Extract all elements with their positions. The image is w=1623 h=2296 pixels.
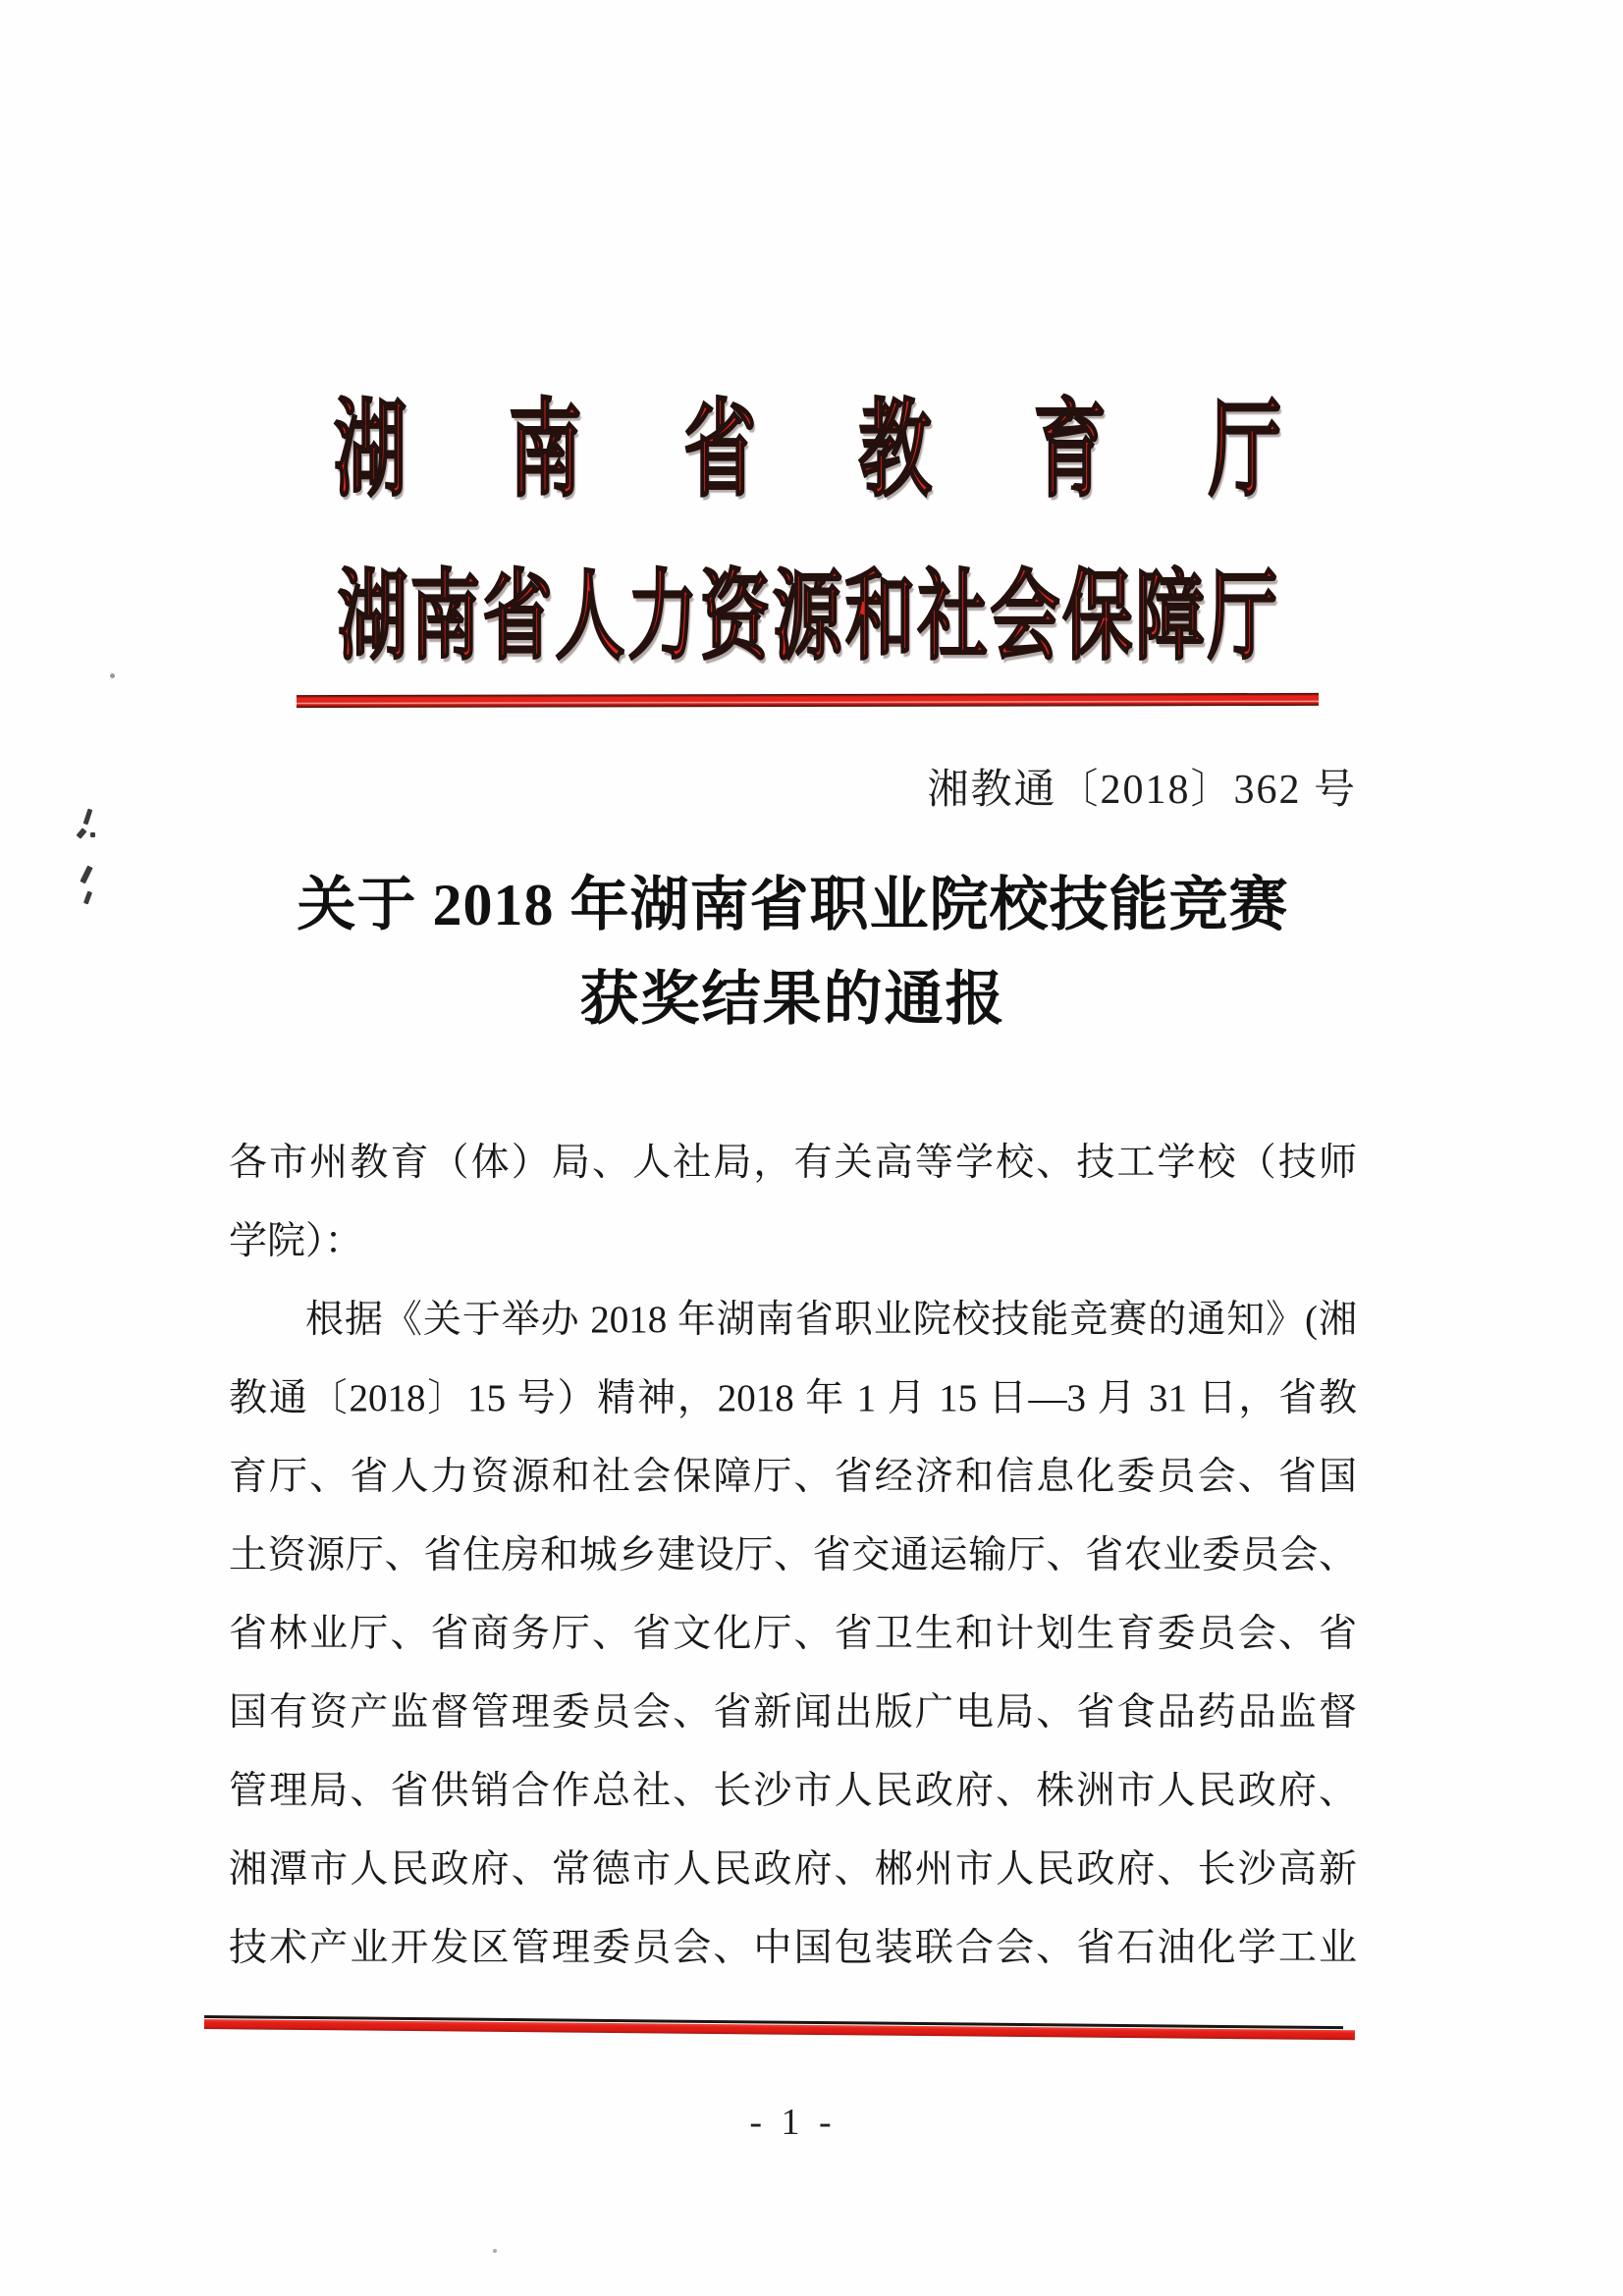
issuer-name-education-dept: 湖 南 省 教 育 厅 [334, 393, 1281, 510]
body-line: 各市州教育（体）局、人社局，有关高等学校、技工学校（技师 [229, 1142, 1357, 1184]
issuer-name-hr-social-security-dept: 湖 南 省 人 力 资 源 和 社 会 保 障 厅 [338, 564, 1277, 672]
body-line: 土资源厅、省住房和城乡建设厅、省交通运输厅、省农业委员会、 [229, 1534, 1357, 1576]
body-line: 湘潭市人民政府、常德市人民政府、郴州市人民政府、长沙高新 [229, 1848, 1357, 1891]
footer-separator-line [204, 2015, 1355, 2040]
body-line: 省林业厅、省商务厅、省文化厅、省卫生和计划生育委员会、省 [229, 1613, 1357, 1655]
scan-artifact [493, 2249, 497, 2253]
body-line: 学院）： [229, 1220, 363, 1262]
letterhead [297, 393, 1319, 672]
document-title-line2: 获奖结果的通报 [579, 967, 1006, 1032]
scan-artifact [110, 673, 115, 678]
pen-mark [83, 891, 92, 905]
body-line: 技术产业开发区管理委员会、中国包装联合会、省石油化学工业 [229, 1927, 1357, 1969]
page-number: - 1 - [749, 2102, 837, 2143]
body-line: 根据《关于举办 2018 年湖南省职业院校技能竞赛的通知》(湘 [305, 1299, 1357, 1341]
pen-mark [90, 832, 95, 837]
document-title [229, 874, 1357, 1031]
document-number: 湘教通〔2018〕362 号 [927, 768, 1357, 813]
pen-mark [76, 828, 86, 839]
pen-mark [80, 866, 92, 884]
document-title-line1: 关于 2018 年湖南省职业院校技能竞赛 [297, 873, 1289, 937]
body-line: 国有资产监督管理委员会、省新闻出版广电局、省食品药品监督 [229, 1691, 1357, 1734]
body-line: 育厅、省人力资源和社会保障厅、省经济和信息化委员会、省国 [229, 1456, 1357, 1498]
body-line: 管理局、省供销合作总社、长沙市人民政府、株洲市人民政府、 [229, 1770, 1357, 1812]
body-line: 教通〔2018〕15 号）精神，2018 年 1 月 15 日—3 月 31 日，省教 [229, 1377, 1357, 1419]
letterhead-separator-line [297, 693, 1319, 708]
pen-mark [83, 809, 93, 826]
document-body [229, 1124, 1357, 1988]
